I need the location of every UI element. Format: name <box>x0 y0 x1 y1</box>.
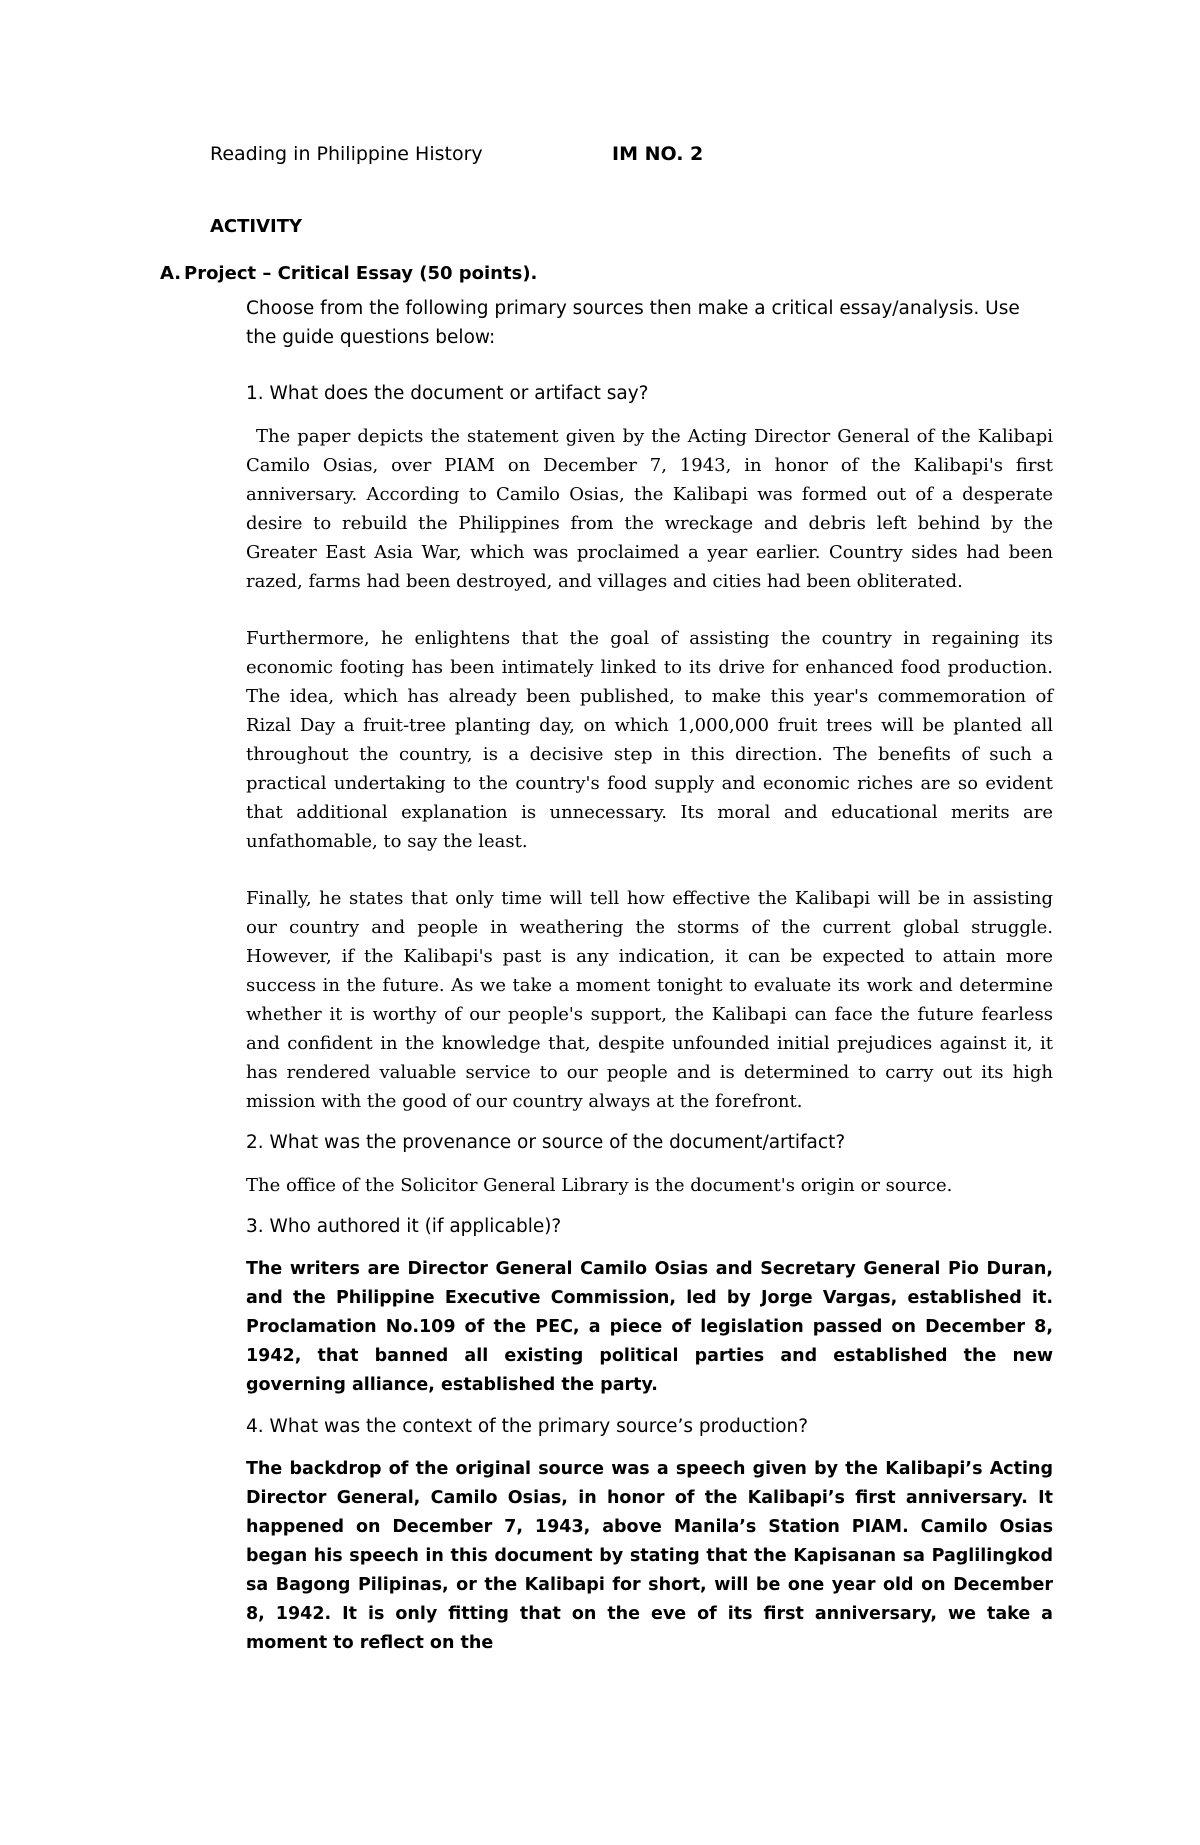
question-4-label: 4. What was the context of the primary source’s production? <box>246 1416 809 1437</box>
question-1-label: 1. What does the document or artifact say? <box>246 383 649 404</box>
project-heading <box>160 263 537 284</box>
course-title: Reading in Philippine History <box>210 143 483 165</box>
question-4-answer: The backdrop of the original source was a speech given by the Kalibapi’s Acting Director General, Camilo Osias, in honor of the Kalibapi’s first anniversary. It happened on December 7, 1943, above Manila’s Station PIAM. Camilo Osias began his speech in this document by stating that the Kapisanan sa Paglilingkod sa Bagong Pilipinas, or the Kalibapi for short, will be one year old on December 8, 1942. It is only fitting that on the eve of its first anniversary, we take a moment to reflect on the <box>246 1459 1053 1653</box>
question-2-answer: The office of the Solicitor General Library is the document's origin or source. <box>246 1175 953 1196</box>
project-title: Project – Critical Essay (50 points). <box>184 263 538 284</box>
project-letter: A. <box>160 263 182 284</box>
im-number: IM NO. 2 <box>612 143 704 165</box>
question-2-label: 2. What was the provenance or source of the document/artifact? <box>246 1132 846 1153</box>
question-3-label: 3. Who authored it (if applicable)? <box>246 1216 562 1237</box>
question-1-answer-paragraph-3: Finally, he states that only time will tell how effective the Kalibapi will be in assisting our country and people in weathering the storms of the current global struggle. However, if the Kalibapi's past is any indication, it can be expected to attain more success in the future. As we take a moment tonight to evaluate its work and determine whether it is worthy of our people's support, the Kalibapi can face the future fearless and confident in the knowledge that, despite unfounded initial prejudices against it, it has rendered valuable service to our people and is determined to carry out its high mission with the good of our country always at the forefront. <box>246 888 1053 1112</box>
document-content <box>246 294 1053 1658</box>
activity-heading: ACTIVITY <box>210 216 303 237</box>
question-1-answer-paragraph-2: Furthermore, he enlightens that the goal of assisting the country in regaining its economic footing has been intimately linked to its drive for enhanced food production. The idea, which has already been published, to make this year's commemoration of Rizal Day a fruit-tree planting day, on which 1,000,000 fruit trees will be planted all throughout the country, is a decisive step in this direction. The benefits of such a practical undertaking to the country's food supply and economic riches are so evident that additional explanation is unnecessary. Its moral and educational merits are unfathomable, to say the least. <box>246 628 1053 852</box>
project-instructions: Choose from the following primary sources then make a critical essay/analysis. Use the guide questions below: <box>246 298 1020 348</box>
question-3-answer: The writers are Director General Camilo Osias and Secretary General Pio Duran, and the Philippine Executive Commission, led by Jorge Vargas, established it. Proclamation No.109 of the PEC, a piece of legislation passed on December 8, 1942, that banned all existing political parties and established the new governing alliance, established the party. <box>246 1259 1053 1395</box>
question-1-answer-paragraph-1: The paper depicts the statement given by the Acting Director General of the Kalibapi Camilo Osias, over PIAM on December 7, 1943, in honor of the Kalibapi's first anniversary. According to Camilo Osias, the Kalibapi was formed out of a desperate desire to rebuild the Philippines from the wreckage and debris left behind by the Greater East Asia War, which was proclaimed a year earlier. Country sides had been razed, farms had been destroyed, and villages and cities had been obliterated. <box>246 426 1053 592</box>
